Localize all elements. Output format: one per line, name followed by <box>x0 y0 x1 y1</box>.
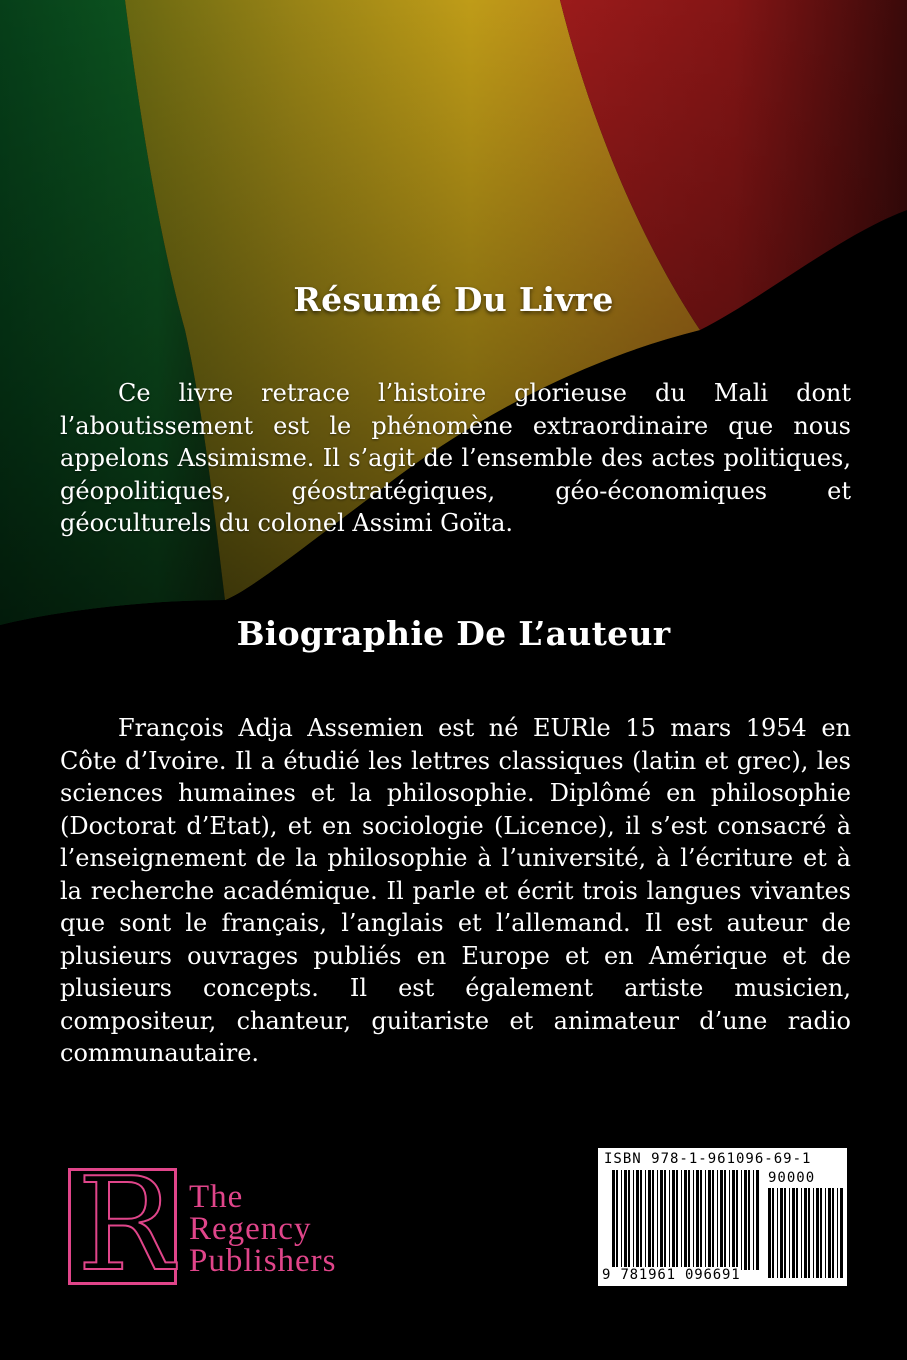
barcode-bar <box>732 1170 735 1270</box>
barcode-bar <box>784 1188 786 1278</box>
logo-frame <box>68 1151 177 1300</box>
barcode-bar <box>744 1170 747 1270</box>
barcode-bar <box>801 1188 802 1278</box>
barcode-bar <box>813 1188 814 1278</box>
barcode-bar <box>720 1170 723 1270</box>
barcode-bar <box>652 1170 654 1270</box>
barcode-bar <box>616 1170 618 1270</box>
biography-heading: Biographie De L’auteur <box>236 614 671 653</box>
barcode-bar <box>777 1188 778 1278</box>
barcode-bar <box>820 1188 822 1278</box>
barcode-bar <box>756 1170 759 1270</box>
barcode-bar <box>688 1170 690 1270</box>
barcode-bar <box>621 1170 622 1270</box>
barcode-bar <box>768 1188 771 1278</box>
barcode-bar <box>717 1170 718 1270</box>
barcode-bar <box>748 1170 750 1270</box>
barcode-bar <box>624 1170 627 1270</box>
barcode-bar <box>669 1170 670 1270</box>
barcode-bar <box>840 1188 843 1278</box>
barcode-bar <box>741 1170 742 1270</box>
summary-heading: Résumé Du Livre <box>293 280 614 319</box>
summary-text: Ce livre retrace l’histoire glorieuse du Mali dont l’aboutissement est le phénomène extraordinaire que nous appelons Assimisme. Il s’agit de l’ensemble des actes politiques, géopolitiques, géostratégiques, géo-économiques et géoculturels du colonel Assimi Goïta. <box>60 379 851 537</box>
barcode-bar <box>657 1170 658 1270</box>
barcode-bar <box>825 1188 826 1278</box>
barcode-bar <box>648 1170 651 1270</box>
barcode-bar <box>804 1188 807 1278</box>
barcode-bar <box>780 1188 783 1278</box>
barcode-bar <box>640 1170 642 1270</box>
barcode-bar <box>633 1170 634 1270</box>
barcode-bar <box>705 1170 706 1270</box>
barcode-bar <box>832 1188 834 1278</box>
barcode-bar <box>700 1170 702 1270</box>
barcode-bar <box>736 1170 738 1270</box>
barcode-bar <box>753 1170 754 1270</box>
barcode-bar <box>628 1170 630 1270</box>
barcode-bar <box>684 1170 687 1270</box>
barcode-bars <box>598 1148 847 1286</box>
barcode-bar <box>676 1170 678 1270</box>
price-code: 90000 <box>768 1170 816 1186</box>
barcode-bar <box>796 1188 798 1278</box>
barcode-bar <box>729 1170 730 1270</box>
barcode-bar <box>708 1170 711 1270</box>
barcode-bar <box>724 1170 726 1270</box>
ean-digits: 9 781961 096691 <box>602 1267 741 1283</box>
barcode-bar <box>693 1170 694 1270</box>
publisher-line-3: Publishers <box>189 1243 337 1279</box>
barcode-bar <box>696 1170 699 1270</box>
barcode-bar <box>660 1170 663 1270</box>
logo-letter: R <box>77 1151 174 1300</box>
isbn-barcode <box>598 1148 847 1286</box>
barcode-bar <box>664 1170 666 1270</box>
publisher-logo <box>68 1151 418 1300</box>
publisher-line-2: Regency <box>189 1211 312 1247</box>
barcode-bar <box>772 1188 774 1278</box>
barcode-bar <box>837 1188 838 1278</box>
barcode-bar <box>681 1170 682 1270</box>
barcode-bar <box>612 1170 615 1270</box>
publisher-line-1: The <box>189 1179 244 1215</box>
barcode-bar <box>636 1170 639 1270</box>
barcode-bar <box>828 1188 831 1278</box>
biography-text: François Adja Assemien est né EURle 15 mars 1954 en Côte d’Ivoire. Il a étudié les lettres classiques (latin et grec), les sciences humaines et la philosophie. Diplômé en philosophie (Doctorat d’Etat), et en sociologie (Licence), il s’est consacré à l’enseignement de la philosophie à l’université, à l’écriture et à la recherche académique. Il parle et écrit trois langues vivantes que sont le français, l’anglais et l’allemand. Il est auteur de plusieurs ouvrages publiés en Europe et en Amérique et de plusieurs concepts. Il est également artiste musicien, compositeur, chanteur, guitariste et animateur d’une radio communautaire. <box>60 714 851 1067</box>
barcode-bar <box>808 1188 810 1278</box>
barcode-bar <box>789 1188 790 1278</box>
barcode-bar <box>792 1188 795 1278</box>
barcode-bar <box>645 1170 646 1270</box>
barcode-bar <box>672 1170 675 1270</box>
barcode-bar <box>712 1170 714 1270</box>
isbn-number: ISBN 978-1-961096-69-1 <box>604 1151 812 1167</box>
barcode-bar <box>816 1188 819 1278</box>
